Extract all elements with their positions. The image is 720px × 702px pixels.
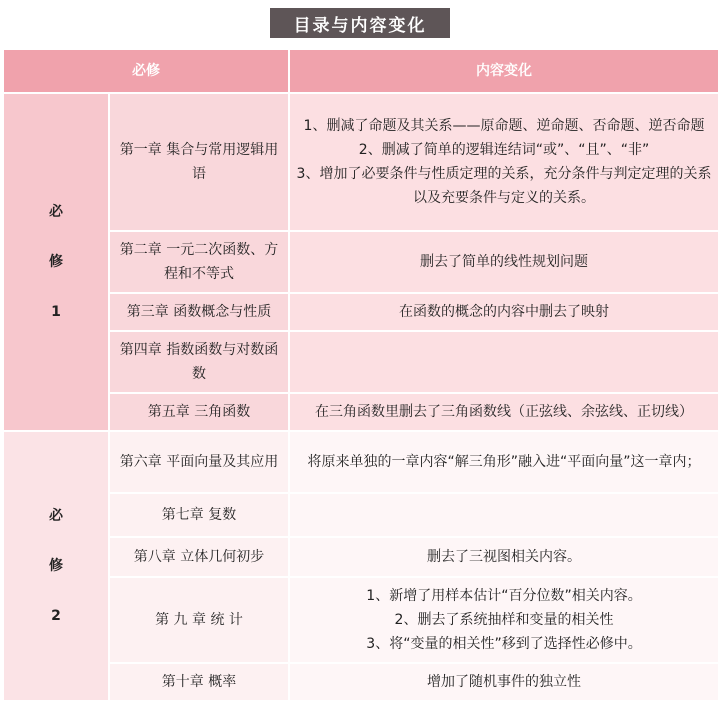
change-cell: 在函数的概念的内容中删去了映射	[289, 293, 719, 331]
header-required: 必修	[3, 49, 289, 93]
chapter-cell: 第三章 函数概念与性质	[109, 293, 289, 331]
change-cell	[289, 493, 719, 537]
chapter-cell: 第四章 指数函数与对数函数	[109, 331, 289, 393]
chapter-cell: 第五章 三角函数	[109, 393, 289, 431]
group-label-2	[3, 431, 109, 701]
change-line: 3、将“变量的相关性”移到了选择性必修中。	[366, 636, 642, 652]
group-label-char: 修	[49, 254, 63, 270]
change-cell: 删去了三视图相关内容。	[289, 537, 719, 577]
change-line: 1、删减了命题及其关系——原命题、逆命题、否命题、逆否命题	[303, 118, 705, 134]
change-cell: 删去了简单的线性规划问题	[289, 231, 719, 293]
group-label-char: 1	[51, 304, 61, 320]
table-row	[3, 577, 719, 663]
change-cell: 在三角函数里删去了三角函数线（正弦线、余弦线、正切线）	[289, 393, 719, 431]
page-title: 目录与内容变化	[270, 8, 450, 38]
title-bar	[0, 0, 720, 46]
table-row	[3, 393, 719, 431]
change-line: 2、删减了简单的逻辑连结词“或”、“且”、“非”	[358, 142, 650, 158]
chapter-cell: 第八章 立体几何初步	[109, 537, 289, 577]
change-line: 1、新增了用样本估计“百分位数”相关内容。	[366, 588, 642, 604]
change-cell	[289, 93, 719, 231]
change-cell	[289, 577, 719, 663]
group-label-char: 2	[51, 608, 61, 624]
table-row	[3, 537, 719, 577]
group-label-char: 必	[49, 508, 63, 524]
header-row	[3, 49, 719, 93]
group-label-char: 必	[49, 204, 63, 220]
table-row	[3, 293, 719, 331]
chapter-cell: 第七章 复数	[109, 493, 289, 537]
chapter-cell: 第 九 章 统 计	[109, 577, 289, 663]
header-changes: 内容变化	[289, 49, 719, 93]
change-line: 3、增加了必要条件与性质定理的关系，充分条件与判定定理的关系以及充要条件与定义的关系。	[296, 166, 712, 206]
contents-table	[2, 48, 720, 702]
table-row	[3, 663, 719, 701]
table-row	[3, 331, 719, 393]
group-label-1	[3, 93, 109, 431]
table-row	[3, 231, 719, 293]
change-cell: 将原来单独的一章内容“解三角形”融入进“平面向量”这一章内；	[289, 431, 719, 493]
table-row	[3, 493, 719, 537]
change-line: 2、删去了系统抽样和变量的相关性	[394, 612, 614, 628]
table-row	[3, 93, 719, 231]
chapter-cell: 第二章 一元二次函数、方程和不等式	[109, 231, 289, 293]
chapter-cell: 第十章 概率	[109, 663, 289, 701]
table-row	[3, 431, 719, 493]
change-cell: 增加了随机事件的独立性	[289, 663, 719, 701]
chapter-cell: 第一章 集合与常用逻辑用语	[109, 93, 289, 231]
chapter-cell: 第六章 平面向量及其应用	[109, 431, 289, 493]
group-label-char: 修	[49, 558, 63, 574]
change-cell	[289, 331, 719, 393]
